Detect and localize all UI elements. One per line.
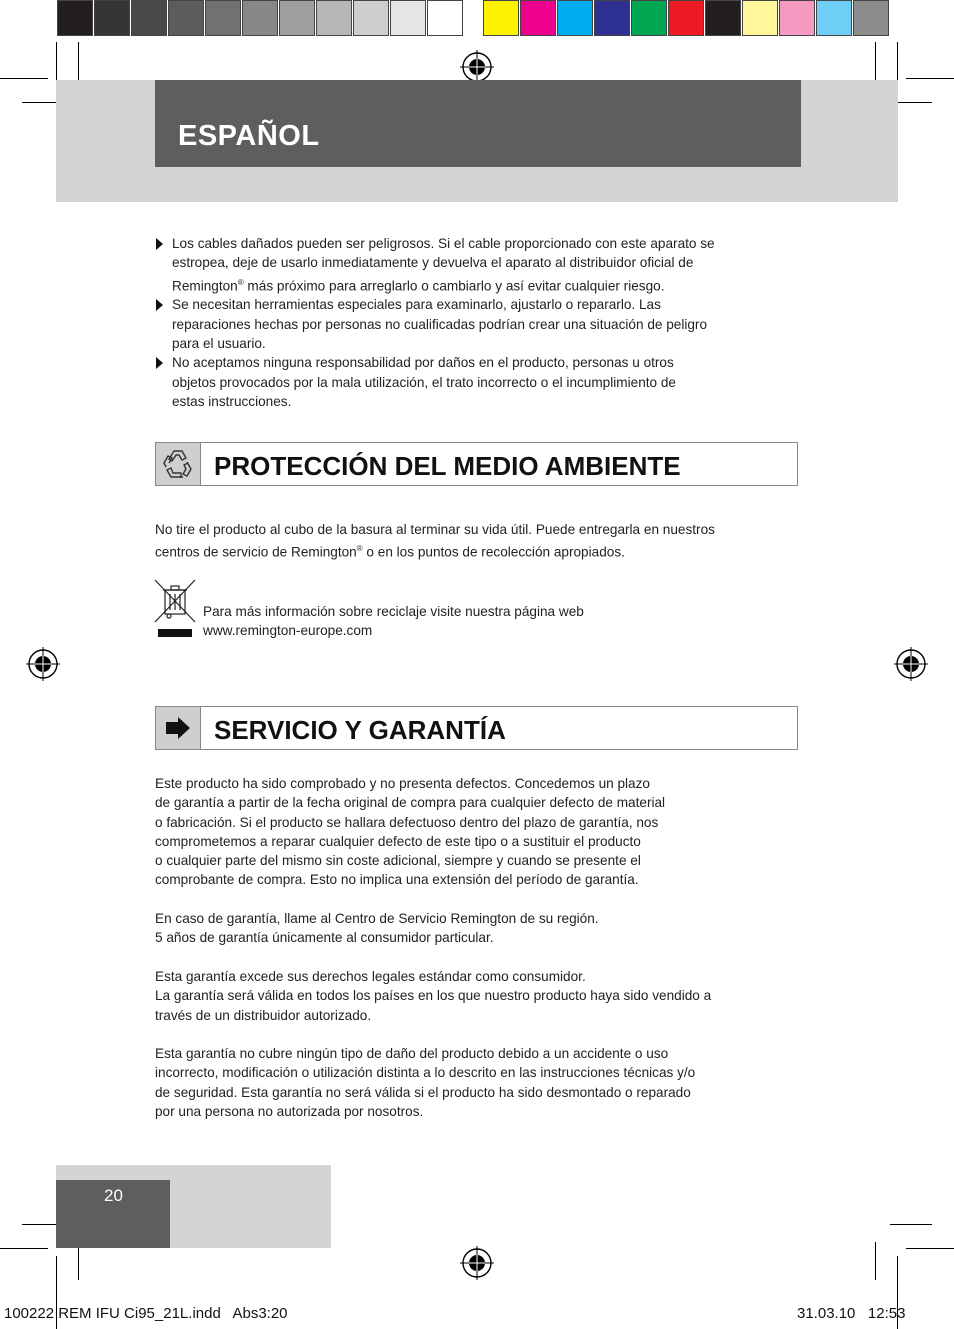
color-swatch: [816, 0, 852, 36]
service-section-header: [155, 706, 798, 750]
paragraph-line: La garantía será válida en todos los países en los que nuestro producto haya sido vendido a: [155, 988, 712, 1004]
registered-mark: ®: [356, 544, 363, 554]
section-title: PROTECCIÓN DEL MEDIO AMBIENTE: [214, 451, 681, 481]
file-slug: 100222 REM IFU Ci95_21L.indd Abs3:20: [4, 1305, 288, 1322]
list-item: [155, 234, 795, 295]
color-swatch: [668, 0, 704, 36]
color-swatch: [94, 0, 130, 36]
recycling-info: [203, 602, 584, 641]
service-paragraph: [155, 1044, 795, 1121]
color-swatch: [242, 0, 278, 36]
registration-mark-icon: [460, 1246, 494, 1280]
bullet-line: reparaciones hechas por personas no cualificadas podrían crear una situación de peligro: [172, 316, 708, 332]
paragraph-line: de seguridad. Esta garantía no será válida si el producto ha sido desmontado o reparado: [155, 1084, 691, 1100]
paragraph-line: través de un distribuidor autorizado.: [155, 1007, 372, 1023]
color-swatch: [279, 0, 315, 36]
service-paragraph: [155, 909, 795, 948]
bullet-triangle-icon: [156, 238, 163, 250]
color-swatch: [427, 0, 463, 36]
paragraph-line: o fabricación. Si el producto se hallara defectuoso dentro del plazo de garantía, nos: [155, 814, 659, 830]
registration-mark-icon: [894, 647, 928, 681]
color-swatch: [705, 0, 741, 36]
paragraph-line: de garantía a partir de la fecha original de compra para cualquier defecto de material: [155, 795, 666, 811]
paragraph-line: o en los puntos de recolección apropiados.: [362, 544, 625, 560]
color-swatch: [168, 0, 204, 36]
service-paragraph: [155, 967, 795, 1025]
paragraph-line: Esta garantía no cubre ningún tipo de daño del producto debido a un accidente o uso: [155, 1046, 669, 1062]
paragraph-line: o cualquier parte del mismo sin coste adicional, siempre y cuando se presente el: [155, 853, 641, 869]
gray-color-bar: [57, 0, 464, 38]
list-item: [155, 353, 795, 411]
crop-mark: [897, 42, 898, 80]
color-swatch: [353, 0, 389, 36]
crop-mark: [0, 1248, 48, 1249]
color-swatch: [631, 0, 667, 36]
color-swatch: [57, 0, 93, 36]
bullet-line: Se necesitan herramientas especiales para examinarlo, ajustarlo o repararlo. Las: [172, 297, 661, 313]
color-swatch: [742, 0, 778, 36]
paragraph-line: comprometemos a reparar cualquier defecto de este tipo o a sustituir el producto: [155, 833, 641, 849]
paragraph-line: No tire el producto al cubo de la basura al terminar su vida útil. Puede entregarla en nuestros: [155, 522, 715, 537]
page-title: ESPAÑOL: [178, 120, 320, 152]
safety-bullet-list: [155, 234, 795, 411]
process-color-bar: [483, 0, 890, 38]
paragraph-line: 5 años de garantía únicamente al consumidor particular.: [155, 930, 494, 946]
crop-mark: [0, 78, 48, 79]
website-link[interactable]: www.remington-europe.com: [203, 623, 373, 639]
paragraph-line: Esta garantía excede sus derechos legales estándar como consumidor.: [155, 968, 586, 984]
bullet-line: Remington: [172, 278, 238, 294]
paragraph-line: centros de servicio de Remington: [155, 544, 357, 560]
paragraph-line: En caso de garantía, llame al Centro de Servicio Remington de su región.: [155, 911, 599, 927]
color-swatch: [131, 0, 167, 36]
color-swatch: [779, 0, 815, 36]
environment-paragraph: [155, 520, 795, 562]
page-number: 20: [104, 1186, 123, 1205]
service-text: [155, 774, 795, 1121]
section-title: SERVICIO Y GARANTÍA: [214, 715, 506, 745]
crop-mark: [875, 1242, 876, 1280]
color-swatch: [205, 0, 241, 36]
registered-mark: ®: [237, 277, 244, 287]
registration-mark-icon: [460, 50, 494, 84]
recycle-icon: [156, 443, 201, 485]
color-swatch: [316, 0, 352, 36]
paragraph-line: comprobante de compra. Esto no implica una extensión del período de garantía.: [155, 872, 639, 888]
arrow-right-icon: [156, 707, 201, 749]
crossed-bin-icon: [153, 578, 197, 640]
date-slug: 31.03.10 12:53: [797, 1305, 906, 1322]
bullet-line: para el usuario.: [172, 336, 266, 352]
bullet-line: estropea, deje de usarlo inmediatamente y devuelva el aparato al distribuidor oficial de: [172, 255, 694, 271]
crop-mark: [906, 1248, 954, 1249]
color-swatch: [594, 0, 630, 36]
environment-section-header: [155, 442, 798, 486]
bullet-line: No aceptamos ninguna responsabilidad por daños en el producto, personas u otros: [172, 355, 674, 371]
color-swatch: [390, 0, 426, 36]
bullet-line: objetos provocados por la mala utilización, el trato incorrecto o el incumplimiento de: [172, 374, 676, 390]
bullet-line: más próximo para arreglarlo o cambiarlo y así evitar cualquier riesgo.: [243, 278, 665, 294]
color-swatch: [853, 0, 889, 36]
bullet-triangle-icon: [156, 299, 163, 311]
recycling-info-line: Para más información sobre reciclaje visite nuestra página web: [203, 604, 584, 619]
color-swatch: [520, 0, 556, 36]
paragraph-line: Este producto ha sido comprobado y no presenta defectos. Concedemos un plazo: [155, 776, 650, 791]
color-swatch: [557, 0, 593, 36]
registration-mark-icon: [26, 647, 60, 681]
paragraph-line: por una persona no autorizada por nosotros.: [155, 1104, 424, 1120]
color-swatch: [483, 0, 519, 36]
crop-mark: [906, 78, 954, 79]
bullet-line: estas instrucciones.: [172, 393, 292, 409]
crop-mark: [56, 42, 57, 80]
bullet-line: Los cables dañados pueden ser peligrosos. Si el cable proporcionado con este aparato se: [172, 236, 715, 251]
crop-mark: [890, 1224, 932, 1225]
paragraph-line: incorrecto, modificación o utilización distinta a lo descrito en las instrucciones técnicas y/o: [155, 1065, 696, 1081]
list-item: [155, 295, 795, 353]
service-paragraph: [155, 774, 795, 890]
bullet-triangle-icon: [156, 357, 163, 369]
